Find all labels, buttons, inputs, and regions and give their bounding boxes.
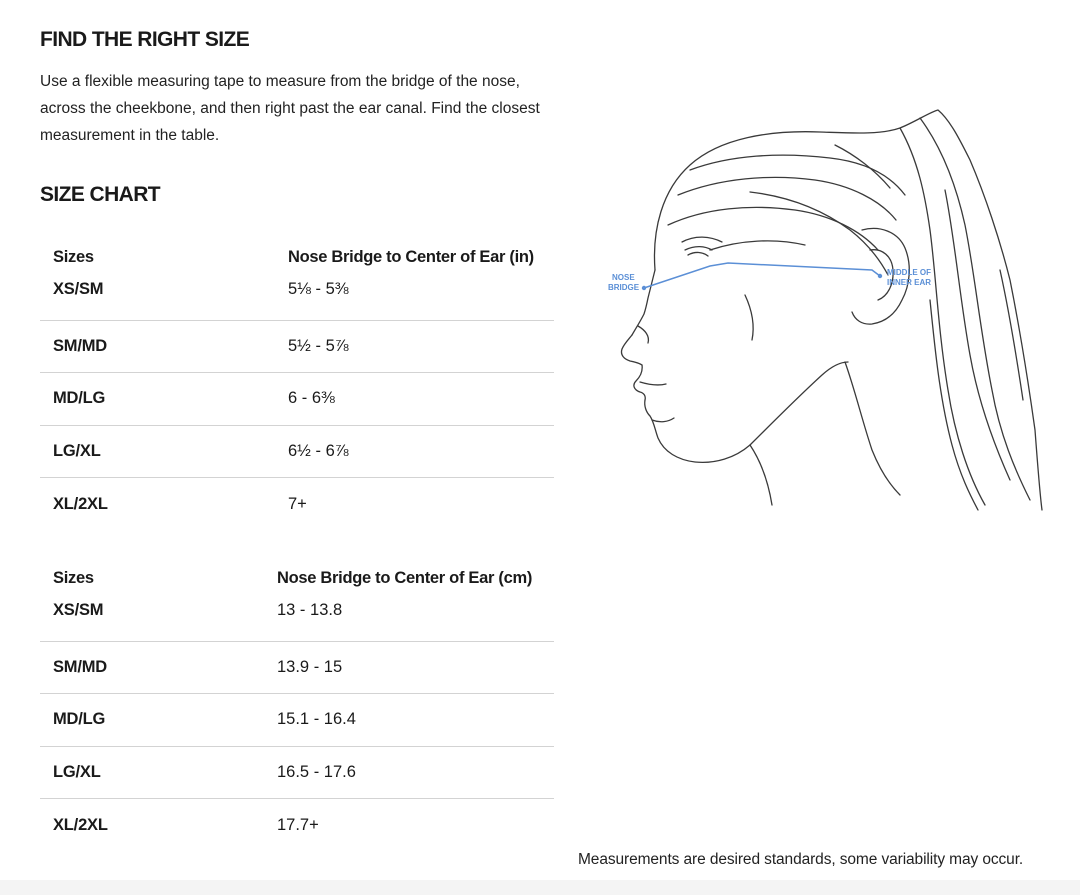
- table-row: [40, 373, 554, 426]
- column-header-sizes: Sizes: [53, 247, 94, 266]
- size-chart-title: SIZE CHART: [40, 183, 161, 206]
- measurement-cell: 17.7+: [277, 799, 554, 852]
- page-title: FIND THE RIGHT SIZE: [40, 28, 250, 51]
- intro-text: Use a flexible measuring tape to measure from the bridge of the nose, across the cheekbone, and then right past the ear canal. Find the closest measurement in the table.: [40, 73, 540, 144]
- measurement-cell: 7+: [288, 478, 554, 531]
- table-row: [40, 641, 554, 694]
- measurement-cell: 16.5 - 17.6: [277, 746, 554, 799]
- measurement-cell: 5⅛ - 5⅜: [288, 280, 349, 298]
- size-table-centimeters: [40, 561, 554, 851]
- table-row: [40, 595, 554, 641]
- size-cell: LG/XL: [40, 746, 277, 799]
- column-header-measurement: Nose Bridge to Center of Ear (cm): [277, 568, 533, 587]
- table-row: [40, 425, 554, 478]
- page-footer-band: [0, 880, 1080, 895]
- size-cell: XL/2XL: [40, 478, 288, 531]
- table-row: [40, 320, 554, 373]
- table-row: [40, 274, 554, 320]
- size-cell: SM/MD: [40, 641, 277, 694]
- size-guide: [40, 28, 555, 851]
- head-measurement-illustration: [600, 100, 1060, 530]
- column-header-sizes: Sizes: [53, 568, 94, 587]
- size-cell: XS/SM: [53, 601, 104, 619]
- size-cell: MD/LG: [40, 373, 288, 426]
- nose-label-line1: NOSE: [612, 273, 635, 282]
- size-cell: XS/SM: [53, 280, 104, 298]
- table-header-row: [40, 561, 554, 595]
- table-row: [40, 799, 554, 852]
- ear-label-line2: INNER EAR: [887, 278, 932, 287]
- head-profile-drawing: [600, 100, 1060, 530]
- table-header-row: [40, 240, 554, 274]
- column-header-measurement: Nose Bridge to Center of Ear (in): [288, 247, 534, 266]
- measurement-cell: 13.9 - 15: [277, 641, 554, 694]
- nose-label-line2: BRIDGE: [608, 283, 640, 292]
- size-cell: SM/MD: [40, 320, 288, 373]
- measurement-cell: 6 - 6⅜: [288, 373, 554, 426]
- table-row: [40, 694, 554, 747]
- measurement-cell: 13 - 13.8: [277, 601, 343, 619]
- measurement-cell: 15.1 - 16.4: [277, 694, 554, 747]
- measurement-cell: 5½ - 5⅞: [288, 320, 554, 373]
- table-row: [40, 478, 554, 531]
- ear-label-line1: MIDDLE OF: [887, 268, 931, 277]
- table-row: [40, 746, 554, 799]
- footnote: Measurements are desired standards, some variability may occur.: [578, 851, 1024, 868]
- size-cell: LG/XL: [40, 425, 288, 478]
- size-cell: MD/LG: [40, 694, 277, 747]
- size-cell: XL/2XL: [40, 799, 277, 852]
- measurement-cell: 6½ - 6⅞: [288, 425, 554, 478]
- size-table-inches: [40, 240, 554, 530]
